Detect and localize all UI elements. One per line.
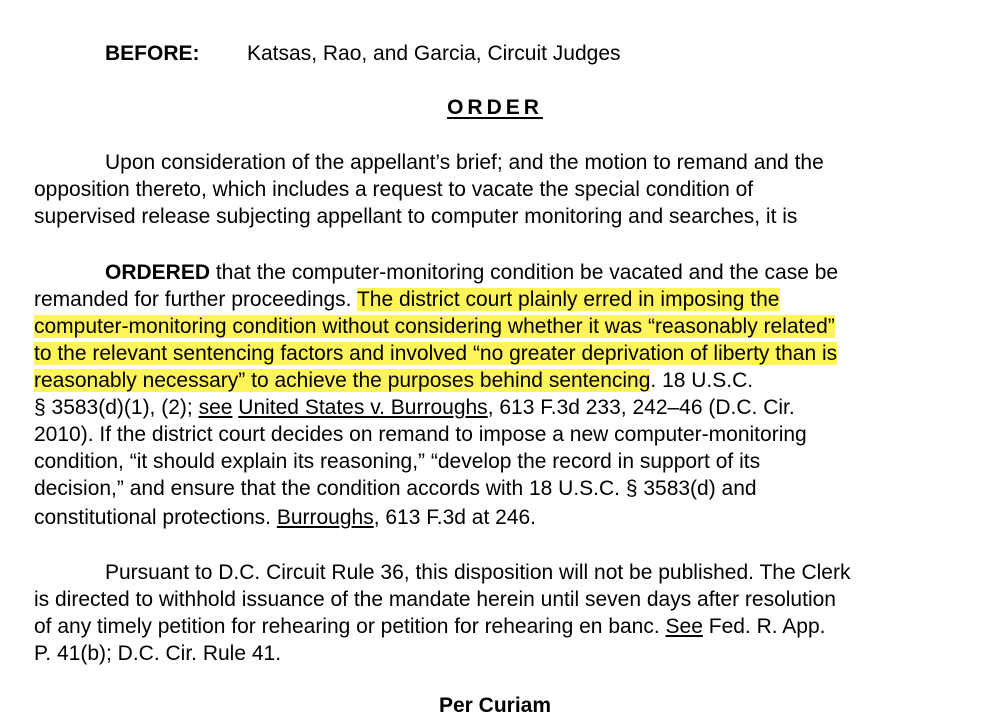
highlighted-text: The district court plainly erred in imposing the	[356, 288, 780, 311]
constitutional-text: constitutional protections.	[34, 506, 277, 529]
ordered-rest: that the computer-monitoring condition be vacated and the case be	[210, 261, 839, 284]
rehearing-text: of any timely petition for rehearing or petition for rehearing en banc.	[34, 615, 666, 638]
case-name-burroughs-short: Burroughs	[276, 506, 374, 529]
paragraph-2-line-7: 2010). If the district court decides on remand to impose a new computer-monitoring	[34, 423, 807, 446]
per-curiam: Per Curiam	[438, 694, 552, 717]
paragraph-2-line-10	[34, 504, 536, 531]
pin-cite: , 613 F.3d at 246.	[373, 506, 536, 529]
paragraph-2-line-3	[34, 313, 835, 340]
statute-subsections: § 3583(d)(1), (2);	[34, 396, 199, 419]
statute-cite: . 18 U.S.C.	[650, 369, 754, 392]
paragraph-1-line-2: opposition thereto, which includes a request to vacate the special condition of	[34, 178, 754, 201]
see-signal: See	[665, 615, 703, 638]
paragraph-2-line-5	[34, 367, 753, 394]
paragraph-1-line-1: Upon consideration of the appellant’s brief; and the motion to remand and the	[105, 151, 824, 174]
case-citation: , 613 F.3d 233, 242–46 (D.C. Cir.	[487, 396, 795, 419]
highlighted-text: to the relevant sentencing factors and involved “no greater deprivation of liberty than is	[34, 342, 838, 365]
paragraph-2-line-9: decision,” and ensure that the condition accords with 18 U.S.C. § 3583(d) and	[34, 477, 757, 500]
paragraph-2-line-4	[34, 340, 837, 367]
paragraph-2-line-8: condition, “it should explain its reasoning,” “develop the record in support of its	[34, 450, 761, 473]
paragraph-3-line-3	[34, 613, 825, 640]
before-label: BEFORE:	[105, 42, 200, 65]
paragraph-3-line-1: Pursuant to D.C. Circuit Rule 36, this disposition will not be published. The Clerk	[105, 561, 851, 584]
case-name-burroughs: United States v. Burroughs	[238, 396, 488, 419]
ordered-keyword: ORDERED	[105, 261, 211, 284]
paragraph-2-line-2	[34, 286, 780, 313]
before-line	[105, 40, 805, 67]
paragraph-2-line-6	[34, 394, 795, 421]
remand-text: remanded for further proceedings.	[34, 288, 357, 311]
see-signal: see	[198, 396, 233, 419]
judges-list: Katsas, Rao, and Garcia, Circuit Judges	[247, 42, 621, 65]
rule-cite: Fed. R. App.	[702, 615, 826, 638]
paragraph-1-line-3: supervised release subjecting appellant to computer monitoring and searches, it is	[34, 205, 798, 228]
paragraph-3-line-2: is directed to withhold issuance of the mandate herein until seven days after resolution	[34, 588, 836, 611]
paragraph-2-line-1	[105, 259, 838, 286]
highlighted-text: computer-monitoring condition without considering whether it was “reasonably related”	[34, 315, 835, 338]
paragraph-3-line-4: P. 41(b); D.C. Cir. Rule 41.	[34, 642, 282, 665]
highlighted-text: reasonably necessary” to achieve the purposes behind sentencing	[34, 369, 651, 392]
order-title: ORDER	[447, 96, 543, 119]
